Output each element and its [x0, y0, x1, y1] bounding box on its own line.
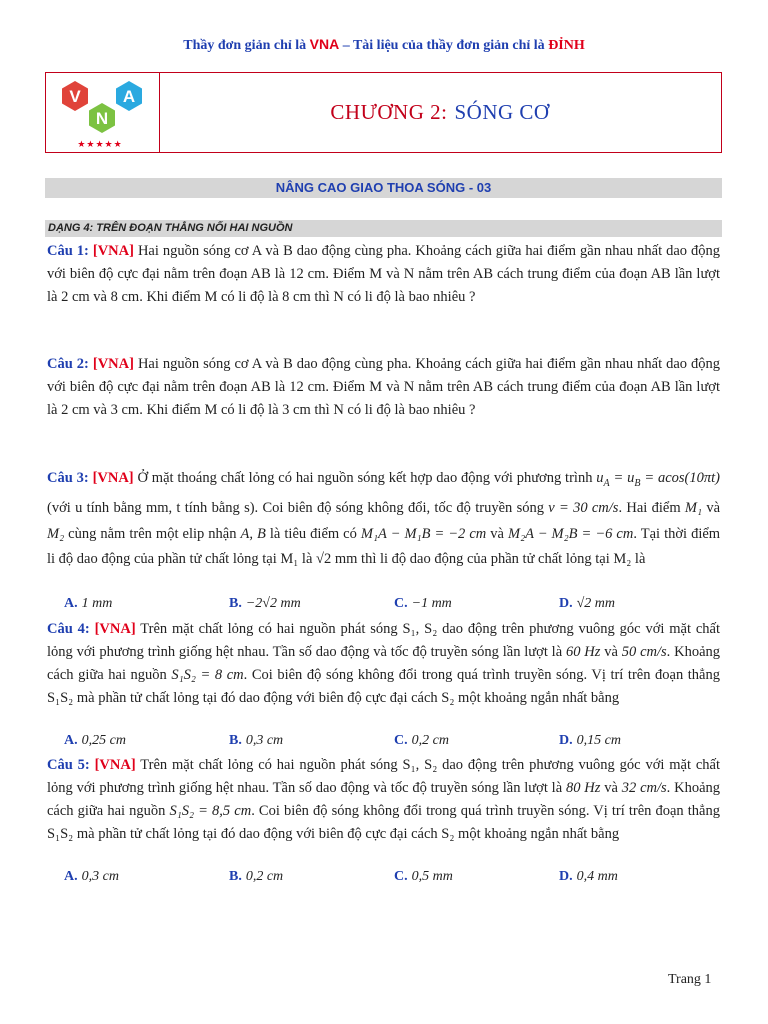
equation-ua: $u_A = u_B = acos(10\pi t)$ [596, 470, 720, 489]
question-tag: [VNA] [92, 470, 134, 486]
question-text: . Tại thời điểm li độ dao động của phần tử chất lỏng tại M₁ là [47, 525, 721, 568]
math-path-diff-2: M₂A − M₂B = −6 cm [508, 525, 634, 542]
question-text: cùng nằm trên một elip nhận [68, 525, 237, 542]
math-frequency: 80 Hz [565, 780, 601, 796]
question-text: là tiêu điểm có [269, 525, 357, 542]
choice-a[interactable]: A. 0,3 cm [64, 869, 119, 884]
question-tag: [VNA] [94, 757, 136, 773]
logo-letter-n: N [95, 109, 109, 128]
question-tag: [VNA] [94, 621, 136, 637]
question-3-choices [64, 596, 720, 618]
choice-b[interactable]: B. 0,2 cm [229, 869, 284, 884]
logo-letter-v: V [69, 87, 81, 106]
question-text: và [706, 500, 720, 517]
question-4 [47, 618, 720, 710]
choice-a[interactable]: A. 1 mm [64, 596, 113, 611]
question-tag: [VNA] [92, 243, 134, 259]
question-text: mm thì li độ dao động của phần tử chất lỏng tại M₂ là [334, 551, 646, 568]
chapter-topic: SÓNG CƠ [454, 100, 550, 124]
question-text: và [604, 644, 618, 660]
choice-c[interactable]: C. 0,2 cm [394, 733, 449, 748]
question-text: Hai nguồn sóng cơ A và B dao động cùng pha. Khoảng cách giữa hai điểm gần nhau nhất dao động với biên độ cực đại nằm trên đoạn AB là 12 cm. Điểm M và N nằm trên AB cách trung điểm của đoạn AB lần lượt là 2 cm và 3 cm. Khi điểm M có li độ là 3 cm thì N có li độ là bao nhiêu ? [47, 356, 721, 418]
question-text: . Hai điểm [618, 500, 681, 517]
math-speed: 50 cm/s [621, 644, 667, 660]
banner-highlight: ĐỈNH [548, 38, 585, 53]
choice-a[interactable]: A. 0,25 cm [64, 733, 126, 748]
question-text: . Coi biên độ sóng không đổi trong quá trình truyền sóng. Vị trí trên đoạn thẳng S₁S₂ mà phần tử chất lỏng tại đó dao động với biên độ cực đại cách S₂ một khoảng ngắn nhất bằng [47, 803, 720, 842]
math-ab: A, B [240, 525, 266, 542]
question-text: và [604, 780, 618, 796]
math-speed: 32 cm/s [621, 780, 667, 796]
math-sqrt2: √2 [316, 551, 332, 568]
question-label: Câu 2: [47, 356, 89, 372]
vna-logo [46, 73, 160, 152]
top-banner [0, 36, 768, 54]
question-text: . Khoảng cách giữa hai nguồn [47, 644, 721, 683]
question-text: . Coi biên độ sóng không đổi trong quá trình truyền sóng. Vị trí trên đoạn thẳng S₁S₂ mà phần tử chất lỏng tại đó dao động với biên độ cực đại cách S₂ một khoảng ngắn nhất bằng [47, 667, 720, 706]
question-text: . Khoảng cách giữa hai nguồn [47, 780, 721, 819]
question-label: Câu 3: [47, 470, 89, 486]
math-speed: v = 30 cm/s [548, 500, 619, 517]
section-title: NÂNG CAO GIAO THOA SÓNG - 03 [45, 178, 722, 198]
question-tag: [VNA] [92, 356, 134, 372]
choice-d[interactable]: D. 0,4 mm [559, 869, 618, 884]
banner-text-2: – Tài liệu của thầy đơn giản chỉ là [339, 38, 549, 53]
question-text: Hai nguồn sóng cơ A và B dao động cùng pha. Khoảng cách giữa hai điểm gần nhau nhất dao động với biên độ cực đại nằm trên đoạn AB là 12 cm. Điểm M và N nằm trên AB cách trung điểm của đoạn AB lần lượt là 2 cm và 8 cm. Khi điểm M có li độ là 8 cm thì N có li độ là bao nhiêu ? [47, 243, 721, 305]
problem-type-title: DẠNG 4: TRÊN ĐOẠN THẲNG NỐI HAI NGUỒN [45, 220, 722, 237]
choice-c[interactable]: C. 0,5 mm [394, 869, 453, 884]
choice-c[interactable]: C. −1 mm [394, 596, 452, 611]
question-label: Câu 1: [47, 243, 89, 259]
question-text: Ở mặt thoáng chất lỏng có hai nguồn sóng kết hợp dao động với phương trình [137, 470, 593, 486]
choice-d[interactable]: D. 0,15 cm [559, 733, 621, 748]
question-text: Trên mặt chất lỏng có hai nguồn phát sóng S₁, S₂ dao động trên phương vuông góc với mặt chất lỏng với phương trình giống hệt nhau. Tần số dao động và tốc độ truyền sóng lần lượt là [47, 757, 721, 796]
question-text: (với u tính bằng mm, t tính bằng s). Coi biên độ sóng không đổi, tốc độ truyền sóng [47, 500, 544, 517]
math-path-diff-1: M₁A − M₁B = −2 cm [360, 525, 487, 542]
question-label: Câu 4: [47, 621, 90, 637]
math-m2: M₂ [47, 525, 65, 542]
choice-d[interactable]: D. √2 mm [559, 596, 616, 611]
choice-b[interactable]: B. −2√2 mm [229, 596, 301, 611]
question-2 [47, 353, 720, 422]
logo-letter-a: A [122, 87, 136, 106]
choice-b[interactable]: B. 0,3 cm [229, 733, 284, 748]
chapter-number: CHƯƠNG 2: [330, 100, 448, 124]
question-label: Câu 5: [47, 757, 90, 773]
math-m1: M₁ [684, 500, 703, 517]
math-distance: S₁S₂ = 8,5 cm [169, 803, 252, 819]
math-frequency: 60 Hz [565, 644, 601, 660]
question-text: Trên mặt chất lỏng có hai nguồn phát sóng S₁, S₂ dao động trên phương vuông góc với mặt chất lỏng với phương trình giống hệt nhau. Tần số dao động và tốc độ truyền sóng lần lượt là [47, 621, 721, 660]
logo-hexagons-icon [46, 73, 159, 153]
logo-stars: ★★★★★ [77, 140, 123, 150]
question-3 [47, 466, 720, 573]
question-4-choices [64, 733, 720, 755]
question-text: và [490, 525, 504, 542]
question-1 [47, 240, 720, 309]
math-distance: S₁S₂ = 8 cm [171, 667, 244, 683]
question-5 [47, 754, 720, 846]
banner-text-1: Thầy đơn giản chỉ là [183, 38, 310, 53]
chapter-title [159, 73, 721, 152]
question-5-choices [64, 869, 720, 891]
banner-brand: VNA [309, 36, 340, 52]
page-number: Trang 1 [668, 972, 712, 987]
chapter-header [45, 72, 722, 153]
